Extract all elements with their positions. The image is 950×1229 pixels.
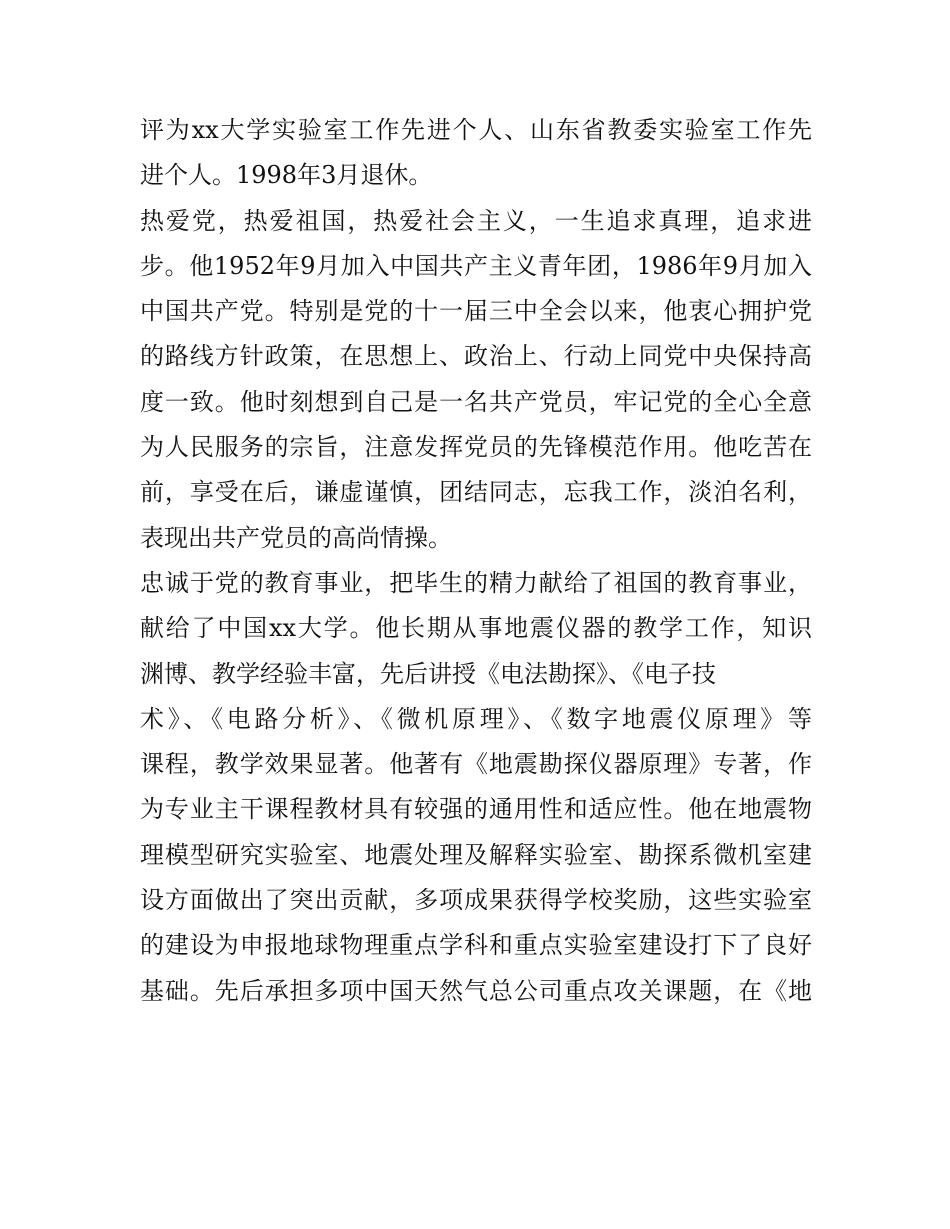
text-line: 进个人。1998年3月退休。 — [140, 161, 433, 190]
text-line: 术》、《电路分析》、《微机原理》、《数字地震仪原理》等 — [140, 704, 812, 733]
text-line: 表现出共产党员的高尚情操。 — [140, 523, 452, 552]
text-line: 渊博、教学经验丰富，先后讲授《电法勘探》、《电子技 — [140, 659, 716, 688]
text-line: 设方面做出了突出贡献，多项成果获得学校奖励，这些实验室 — [140, 886, 812, 915]
text-line: 的路线方针政策，在思想上、政治上、行动上同党中央保持高 — [140, 342, 812, 371]
text-line: 评为xx大学实验室工作先进个人、山东省教委实验室工作先 — [140, 116, 812, 144]
text-line: 基础。先后承担多项中国天然气总公司重点攻关课题，在《地 — [140, 976, 812, 1005]
text-line: 理模型研究实验室、地震处理及解释实验室、勘探系微机室建 — [140, 840, 812, 869]
text-line: 课程，教学效果显著。他著有《地震勘探仪器原理》专著，作 — [140, 750, 812, 779]
text-line: 热爱党，热爱祖国，热爱社会主义，一生追求真理，追求进 — [140, 206, 812, 235]
text-line: 步。他1952年9月加入中国共产主义青年团，1986年9月加入 — [140, 251, 812, 280]
text-line: 的建设为申报地球物理重点学科和重点实验室建设打下了良好 — [140, 931, 812, 960]
body-text — [140, 108, 812, 1014]
text-line: 忠诚于党的教育事业，把毕生的精力献给了祖国的教育事业， — [140, 568, 812, 597]
text-line: 为专业主干课程教材具有较强的通用性和适应性。他在地震物 — [140, 795, 812, 824]
text-line: 为人民服务的宗旨，注意发挥党员的先锋模范作用。他吃苦在 — [140, 433, 812, 462]
text-line: 中国共产党。特别是党的十一届三中全会以来，他衷心拥护党 — [140, 297, 812, 326]
text-line: 度一致。他时刻想到自己是一名共产党员，牢记党的全心全意 — [140, 387, 812, 416]
text-line: 献给了中国xx大学。他长期从事地震仪器的教学工作，知识 — [140, 614, 812, 643]
text-line: 前，享受在后，谦虚谨慎，团结同志，忘我工作，淡泊名利， — [140, 478, 812, 507]
